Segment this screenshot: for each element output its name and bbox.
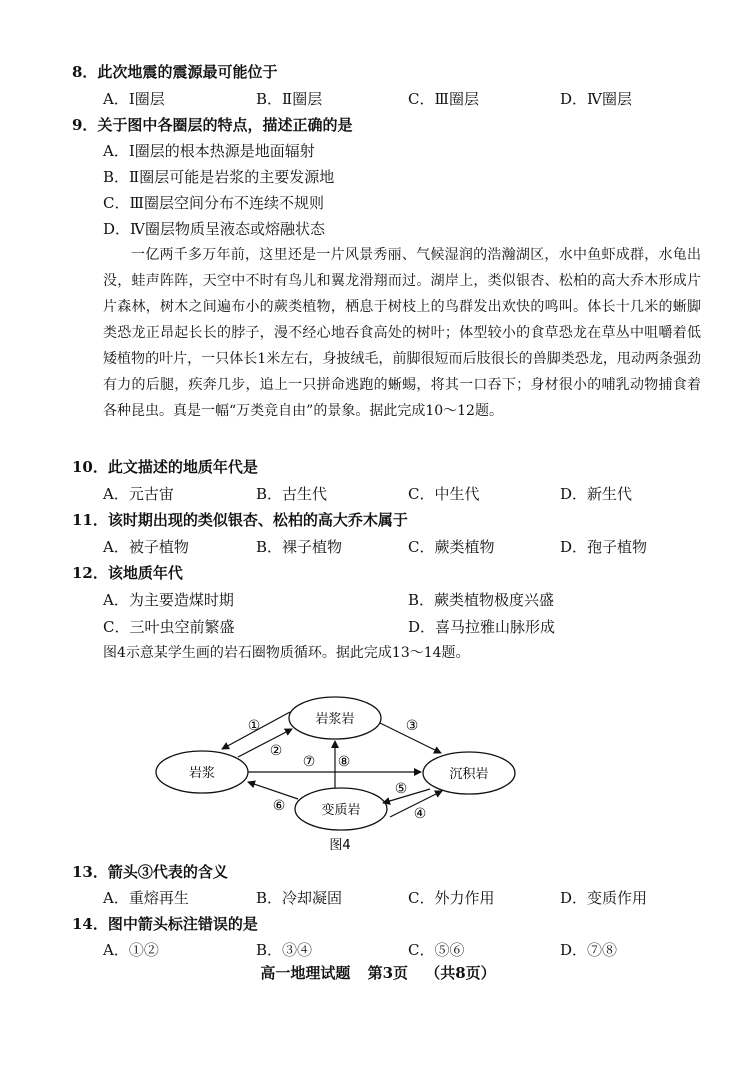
footer-page-number: 第3页 <box>367 964 408 982</box>
question-10-stem: 10．此文描述的地质年代是 <box>72 458 258 476</box>
q12-option-b[interactable]: B．蕨类植物极度兴盛 <box>408 591 555 609</box>
question-12-stem: 12．该地质年代 <box>72 564 183 582</box>
q14-option-c[interactable]: C．⑤⑥ <box>408 941 465 959</box>
q10-option-b[interactable]: B．古生代 <box>256 485 328 503</box>
arrow-6 <box>248 782 298 799</box>
question-13-stem: 13．箭头③代表的含义 <box>72 863 228 881</box>
q11-option-a[interactable]: A．被子植物 <box>103 538 189 556</box>
node-magmatic-rock-label: 岩浆岩 <box>315 712 355 727</box>
page-footer <box>0 962 756 983</box>
q13-option-c[interactable]: C．外力作用 <box>408 889 495 907</box>
rock-cycle-diagram <box>150 685 550 860</box>
node-sedimentary-rock-label: 沉积岩 <box>449 767 489 782</box>
arrow-label-4: ④ <box>413 806 427 822</box>
question-11-stem: 11．该时期出现的类似银杏、松柏的高大乔木属于 <box>72 511 408 529</box>
q13-option-b[interactable]: B．冷却凝固 <box>256 889 343 907</box>
figure-caption: 图4 <box>329 838 351 853</box>
node-magma-label: 岩浆 <box>188 766 216 781</box>
q13-option-d[interactable]: D．变质作用 <box>560 889 648 907</box>
node-metamorphic-rock-label: 变质岩 <box>321 803 361 818</box>
q13-option-a[interactable]: A．重熔再生 <box>103 889 189 907</box>
footer-subject: 高一地理试题 <box>260 964 351 982</box>
question-9-stem: 9．关于图中各圈层的特点，描述正确的是 <box>72 116 353 134</box>
q14-option-d[interactable]: D．⑦⑧ <box>560 941 618 959</box>
q9-option-d[interactable]: D．Ⅳ圈层物质呈液态或熔融状态 <box>103 220 326 238</box>
q9-option-a[interactable]: A．Ⅰ圈层的根本热源是地面辐射 <box>103 142 315 160</box>
q14-option-a[interactable]: A．①② <box>103 941 159 959</box>
q11-option-b[interactable]: B．裸子植物 <box>256 538 343 556</box>
q9-option-b[interactable]: B．Ⅱ圈层可能是岩浆的主要发源地 <box>103 168 335 186</box>
arrow-label-2: ② <box>269 743 283 759</box>
q9-option-c[interactable]: C．Ⅲ圈层空间分布不连续不规则 <box>103 194 324 212</box>
q14-option-b[interactable]: B．③④ <box>256 941 313 959</box>
q8-option-c[interactable]: C．Ⅲ圈层 <box>408 90 479 108</box>
question-14-stem: 14．图中箭头标注错误的是 <box>72 915 258 933</box>
q8-option-a[interactable]: A．Ⅰ圈层 <box>103 90 165 108</box>
arrow-label-6: ⑥ <box>272 798 286 814</box>
q10-option-c[interactable]: C．中生代 <box>408 485 480 503</box>
footer-total-pages: （共8页） <box>425 964 496 982</box>
q11-option-c[interactable]: C．蕨类植物 <box>408 538 495 556</box>
arrow-label-7: ⑦ <box>302 754 316 770</box>
arrow-2 <box>238 729 292 757</box>
reading-passage: 一亿两千多万年前，这里还是一片风景秀丽、气候湿润的浩瀚湖区，水中鱼虾成群，水龟出没，蛙声阵阵，天空中不时有鸟儿和翼龙滑翔而过。湖岸上，类似银杏、松柏的高大乔木形成片片森林，树木之间遍布小的蕨类植物，栖息于树枝上的鸟群发出欢快的鸣叫。体长十几米的蜥脚类恐龙正昂起长长的脖子，漫不经心地吞食高处的树叶；体型较小的食草恐龙在草丛中咀嚼着低矮植物的叶片，一只体长1米左右，身披绒毛，前脚很短而后肢很长的兽脚类恐龙，甩动两条强劲有力的后腿，疾奔几步，追上一只拼命逃跑的蜥蜴，将其一口吞下；身材很小的哺乳动物捕食着各种昆虫。真是一幅“万类竞自由”的景象。据此完成10～12题。 <box>103 247 701 419</box>
arrow-label-8: ⑧ <box>337 754 351 770</box>
q11-option-d[interactable]: D．孢子植物 <box>560 538 648 556</box>
q12-option-c[interactable]: C．三叶虫空前繁盛 <box>103 618 235 636</box>
q10-option-a[interactable]: A．元古宙 <box>103 485 174 503</box>
q12-option-d[interactable]: D．喜马拉雅山脉形成 <box>408 618 556 636</box>
q12-option-a[interactable]: A．为主要造煤时期 <box>103 591 234 609</box>
arrow-label-5: ⑤ <box>394 781 408 797</box>
arrow-label-1: ① <box>247 718 261 734</box>
q8-option-b[interactable]: B．Ⅱ圈层 <box>256 90 323 108</box>
q10-option-d[interactable]: D．新生代 <box>560 485 633 503</box>
figure-intro: 图4示意某学生画的岩石圈物质循环。据此完成13～14题。 <box>103 645 470 661</box>
q8-option-d[interactable]: D．Ⅳ圈层 <box>560 90 633 108</box>
question-8-stem: 8．此次地震的震源最可能位于 <box>72 63 278 81</box>
arrow-label-3: ③ <box>405 718 419 734</box>
